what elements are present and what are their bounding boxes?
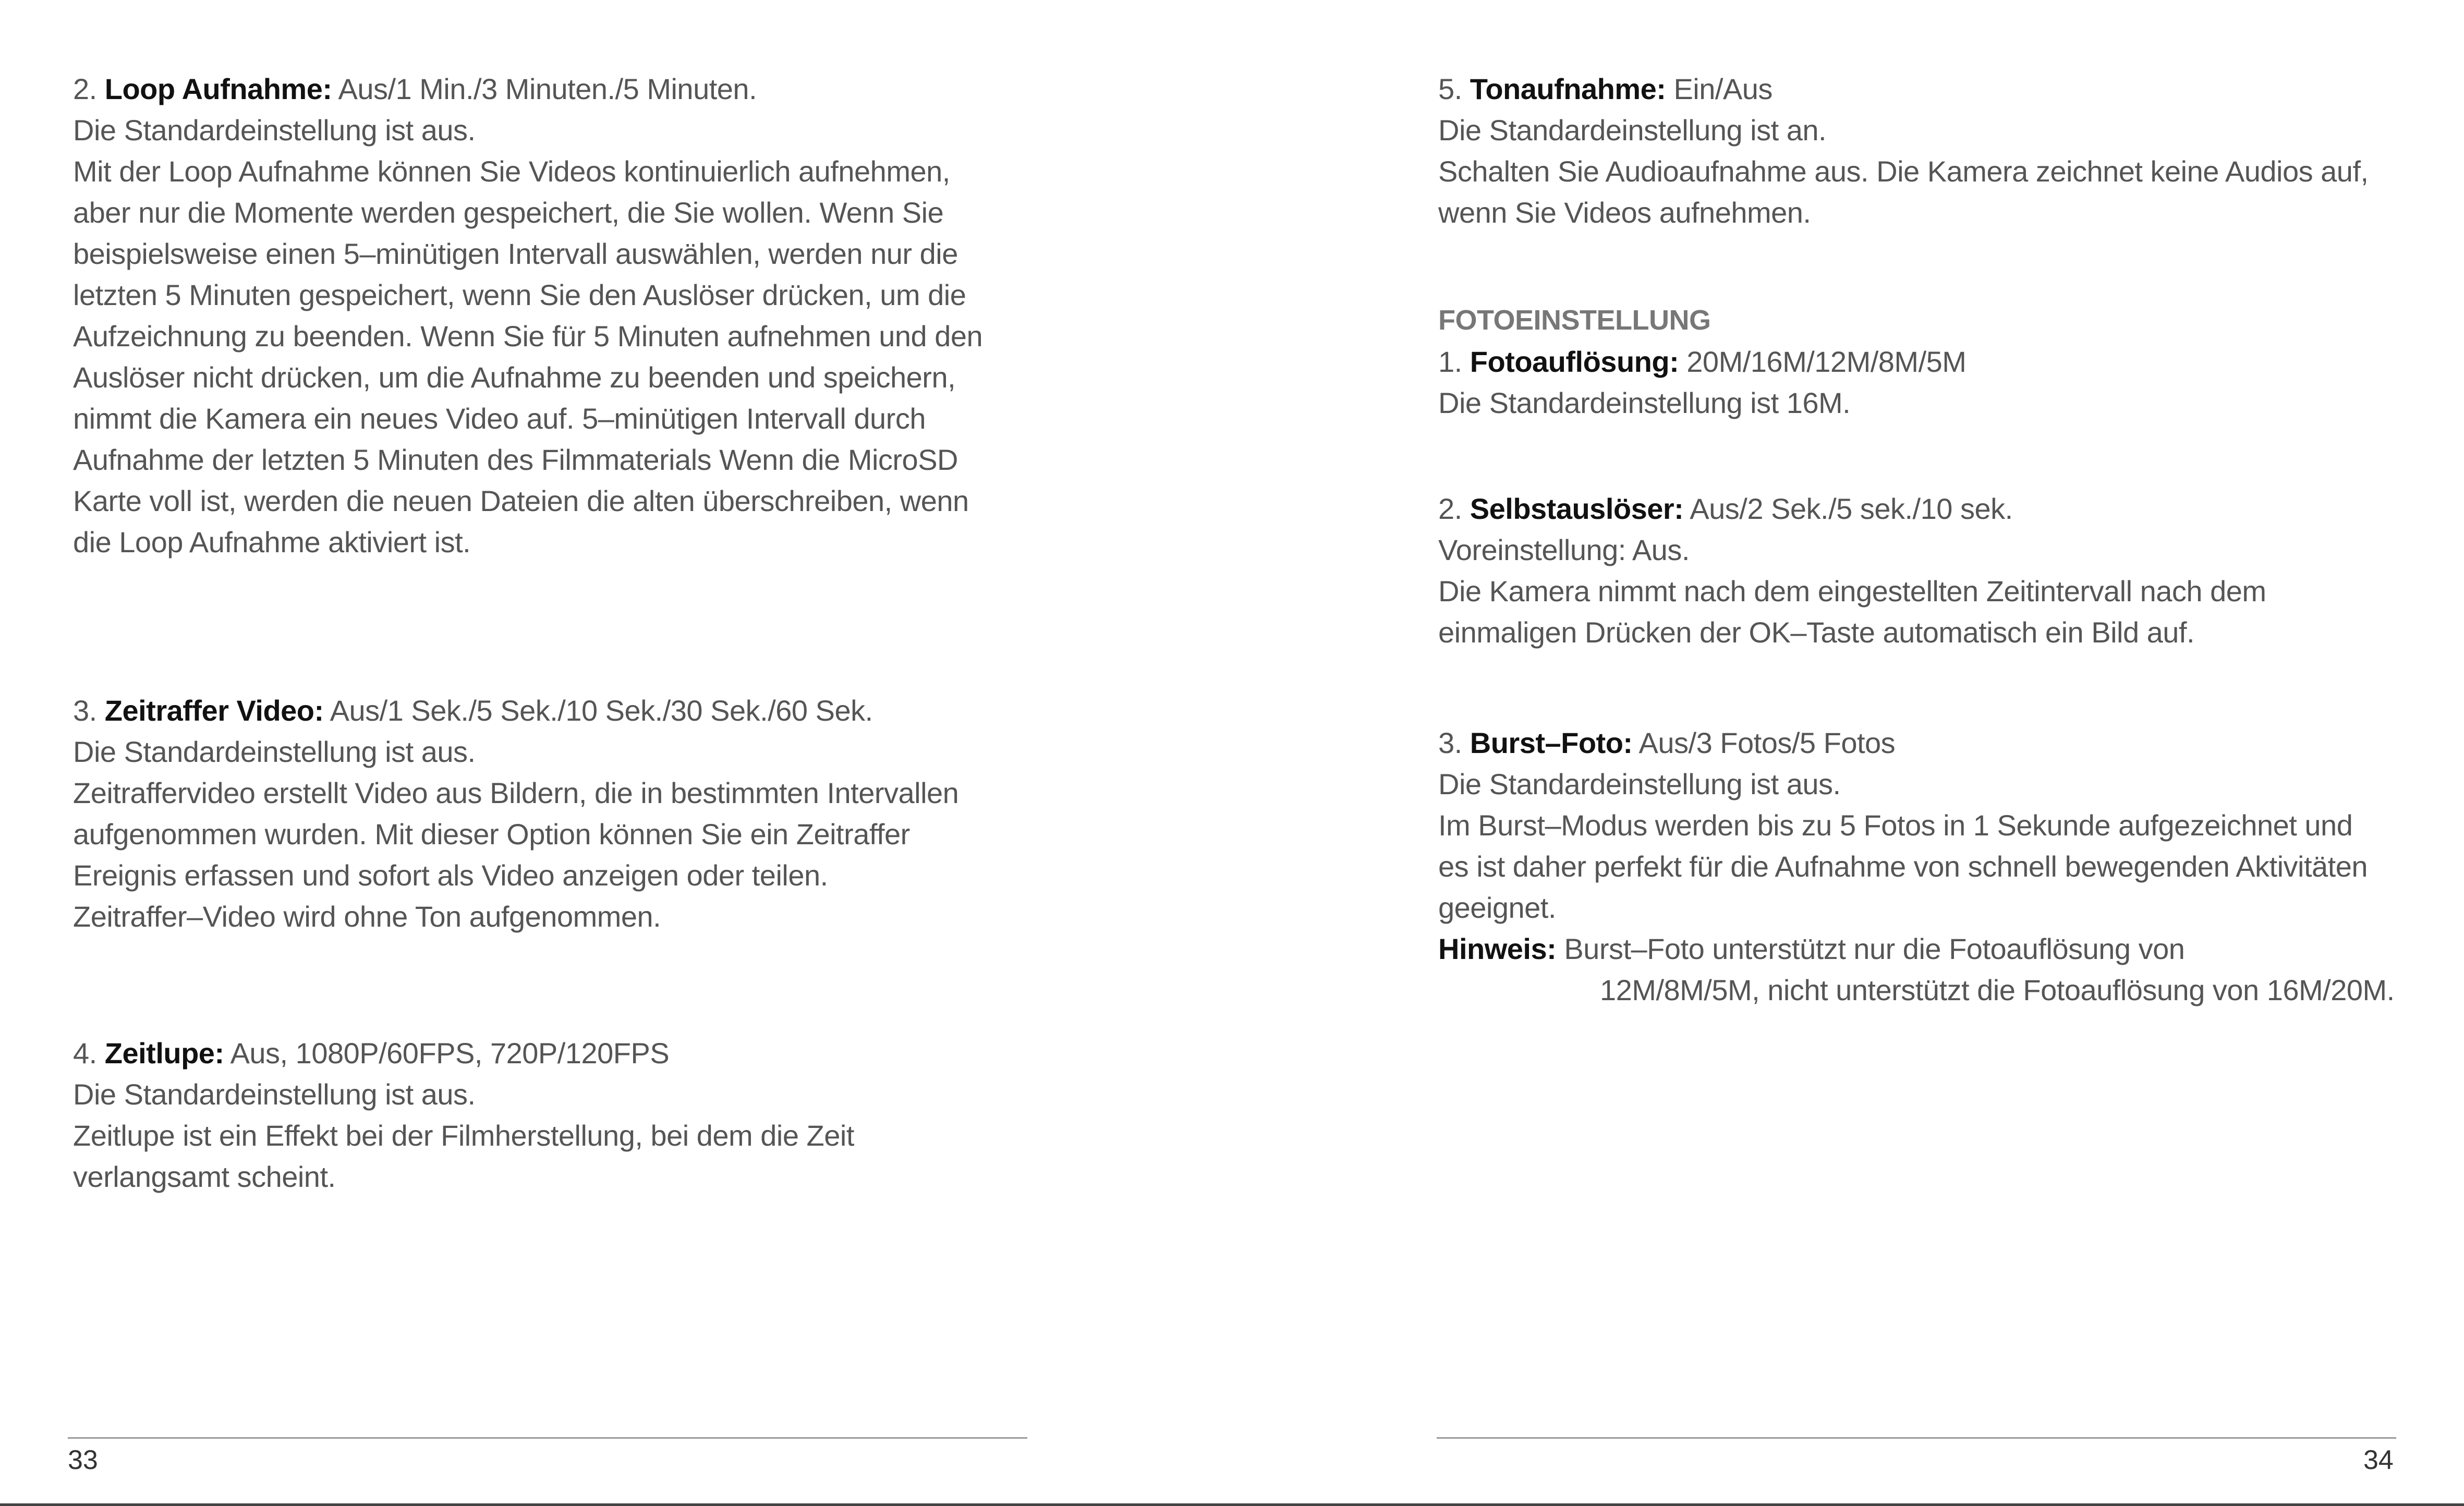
- body-line: verlangsamt scheint.: [73, 1160, 336, 1193]
- page-number: 34: [2363, 1445, 2394, 1475]
- body-line: Die Kamera nimmt nach dem eingestellten Zeitintervall nach dem: [1438, 575, 2266, 608]
- body-line: die Loop Aufnahme aktiviert ist.: [73, 526, 471, 558]
- section-title: Tonaufnahme:: [1470, 72, 1666, 105]
- body-line: aufgenommen wurden. Mit dieser Option können Sie ein Zeitraffer: [73, 818, 910, 851]
- body-line: Karte voll ist, werden die neuen Dateien die alten überschreiben, wenn: [73, 484, 969, 517]
- page-number: 33: [68, 1445, 98, 1475]
- section-options: Aus/2 Sek./5 sek./10 sek.: [1690, 492, 2013, 525]
- photo-settings-heading: FOTOEINSTELLUNG: [1438, 305, 1711, 336]
- body-line: Zeitraffer–Video wird ohne Ton aufgenommen.: [73, 900, 661, 933]
- body-line: Die Standardeinstellung ist an.: [1438, 114, 1827, 147]
- timelapse-video-section: [73, 690, 958, 937]
- body-line: geeignet.: [1438, 891, 1556, 924]
- section-number: 4.: [73, 1037, 97, 1070]
- section-number: 5.: [1438, 72, 1462, 105]
- note-label: Hinweis:: [1438, 932, 1557, 965]
- body-line: Ereignis erfassen und sofort als Video anzeigen oder teilen.: [73, 859, 828, 892]
- right-page: [1232, 0, 2464, 1506]
- section-number: 2.: [1438, 492, 1462, 525]
- audio-recording-section: [1438, 68, 2369, 233]
- body-line: Die Standardeinstellung ist aus.: [1438, 768, 1841, 800]
- section-heading-line: [1438, 488, 2266, 529]
- note-text: Burst–Foto unterstützt nur die Fotoauflösung von: [1564, 932, 2185, 965]
- photo-settings-section: [1438, 300, 1966, 423]
- section-number: 3.: [73, 694, 97, 727]
- loop-recording-section: [73, 68, 982, 563]
- note-line: [1438, 928, 2395, 969]
- slow-motion-section: [73, 1033, 854, 1197]
- section-number: 1.: [1438, 345, 1462, 378]
- section-heading-line: [73, 690, 958, 731]
- body-line: einmaligen Drücken der OK–Taste automatisch ein Bild auf.: [1438, 616, 2195, 649]
- body-line: Voreinstellung: Aus.: [1438, 533, 1690, 566]
- section-options: Aus/3 Fotos/5 Fotos: [1638, 726, 1896, 759]
- body-line: Im Burst–Modus werden bis zu 5 Fotos in 1 Sekunde aufgezeichnet und: [1438, 809, 2353, 842]
- self-timer-section: [1438, 488, 2266, 653]
- body-line: Aufnahme der letzten 5 Minuten des Filmmaterials Wenn die MicroSD: [73, 443, 958, 476]
- section-heading-line: [1438, 68, 2369, 110]
- body-line: beispielsweise einen 5–minütigen Intervall auswählen, werden nur die: [73, 237, 958, 270]
- body-line: nimmt die Kamera ein neues Video auf. 5–minütigen Intervall durch: [73, 402, 926, 435]
- section-title: Selbstauslöser:: [1470, 492, 1684, 525]
- body-line: Zeitlupe ist ein Effekt bei der Filmherstellung, bei dem die Zeit: [73, 1119, 854, 1152]
- body-line: es ist daher perfekt für die Aufnahme von schnell bewegenden Aktivitäten: [1438, 850, 2368, 883]
- body-line: Schalten Sie Audioaufnahme aus. Die Kamera zeichnet keine Audios auf,: [1438, 155, 2369, 188]
- section-number: 3.: [1438, 726, 1462, 759]
- body-line: Mit der Loop Aufnahme können Sie Videos kontinuierlich aufnehmen,: [73, 155, 950, 188]
- section-title: Burst–Foto:: [1470, 726, 1633, 759]
- section-heading-line: [73, 1033, 854, 1074]
- section-title: Loop Aufnahme:: [104, 72, 332, 105]
- section-heading-line: [1438, 722, 2395, 763]
- body-line: Die Standardeinstellung ist aus.: [73, 735, 476, 768]
- footer-divider: [68, 1437, 1027, 1439]
- section-options: Aus/1 Min./3 Minuten./5 Minuten.: [338, 72, 757, 105]
- section-options: Ein/Aus: [1673, 72, 1773, 105]
- section-title: Zeitraffer Video:: [104, 694, 324, 727]
- section-heading-line: [73, 68, 982, 110]
- body-line: Die Standardeinstellung ist 16M.: [1438, 386, 1851, 419]
- section-options: Aus/1 Sek./5 Sek./10 Sek./30 Sek./60 Sek.: [330, 694, 873, 727]
- burst-photo-section: [1438, 722, 2395, 1011]
- section-options: Aus, 1080P/60FPS, 720P/120FPS: [230, 1037, 670, 1070]
- body-line: aber nur die Momente werden gespeichert, die Sie wollen. Wenn Sie: [73, 196, 944, 229]
- body-line: Zeitraffervideo erstellt Video aus Bildern, die in bestimmten Intervallen: [73, 776, 959, 809]
- body-line: wenn Sie Videos aufnehmen.: [1438, 196, 1811, 229]
- body-line: letzten 5 Minuten gespeichert, wenn Sie den Auslöser drücken, um die: [73, 278, 966, 311]
- body-line: Auslöser nicht drücken, um die Aufnahme zu beenden und speichern,: [73, 361, 956, 394]
- note-line-continued: 12M/8M/5M, nicht unterstützt die Fotoauflösung von 16M/20M.: [1600, 974, 2395, 1006]
- section-options: 20M/16M/12M/8M/5M: [1686, 345, 1967, 378]
- body-line: Aufzeichnung zu beenden. Wenn Sie für 5 Minuten aufnehmen und den: [73, 320, 983, 353]
- bottom-edge-line: [0, 1503, 2464, 1506]
- section-title: Zeitlupe:: [104, 1037, 224, 1070]
- footer-divider: [1437, 1437, 2396, 1439]
- section-heading-line: [1438, 341, 1966, 382]
- section-title: Fotoauflösung:: [1470, 345, 1679, 378]
- body-line: Die Standardeinstellung ist aus.: [73, 1078, 476, 1111]
- section-number: 2.: [73, 72, 97, 105]
- body-line: Die Standardeinstellung ist aus.: [73, 114, 476, 147]
